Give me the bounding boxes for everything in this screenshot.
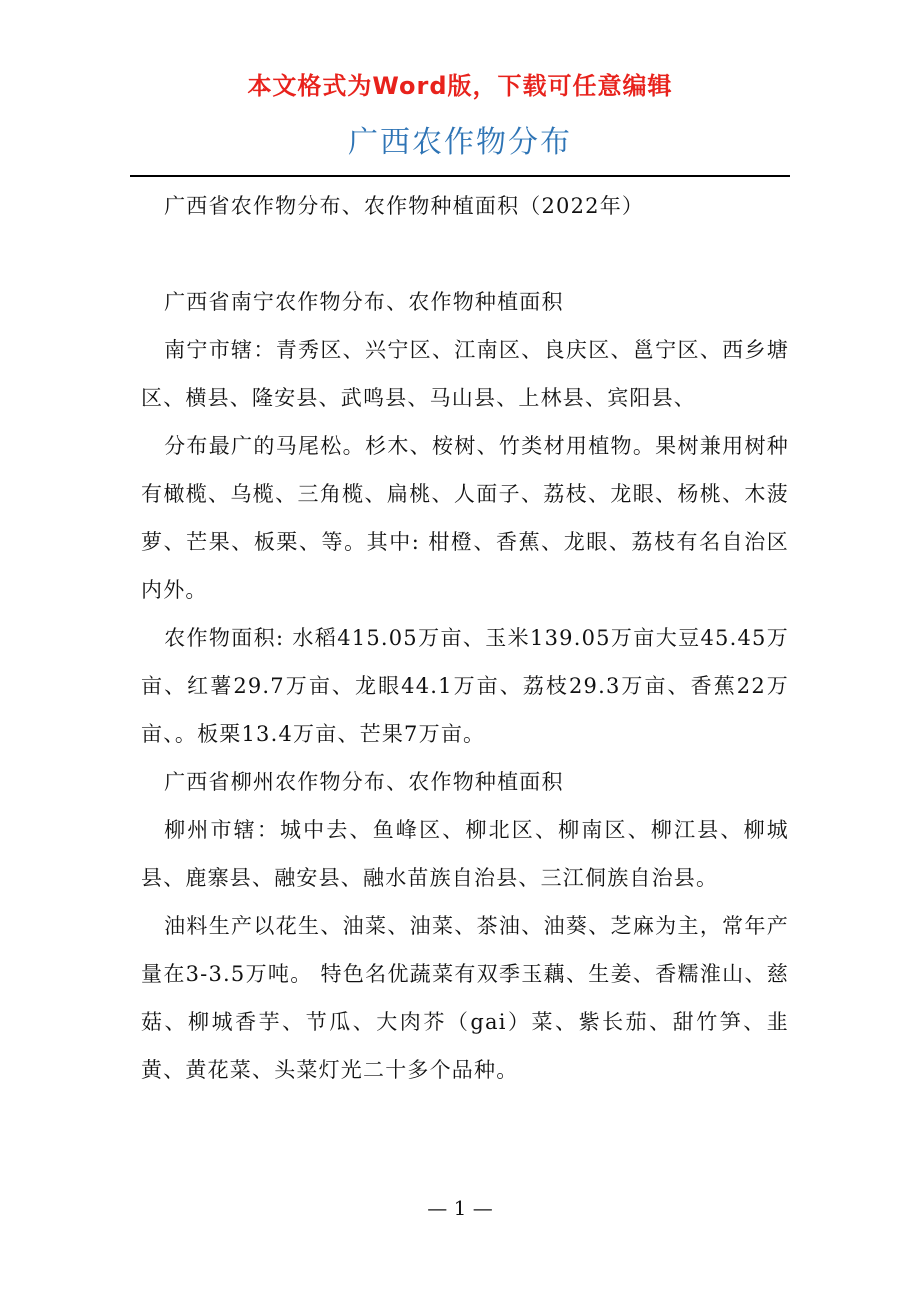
page-number: — 1 — bbox=[427, 1196, 493, 1220]
paragraph-nanning-districts: 南宁市辖：青秀区、兴宁区、江南区、良庆区、邕宁区、西乡塘区、横县、隆安县、武鸣县、马山县、上林县、宾阳县、 bbox=[141, 338, 789, 410]
section-heading-nanning: 广西省南宁农作物分布、农作物种植面积 bbox=[164, 290, 564, 314]
paragraph-intro: 广西省农作物分布、农作物种植面积（2022年） bbox=[164, 194, 645, 218]
title-divider bbox=[130, 175, 790, 177]
paragraph-liuzhou-crops: 油料生产以花生、油菜、油菜、茶油、油葵、芝麻为主，常年产量在3-3.5万吨。 特色名优蔬菜有双季玉藕、生姜、香糯淮山、慈菇、柳城香芋、节瓜、大肉芥（gai）菜、紫长茄、甜竹笋、韭黄、黄花菜、头菜灯光二十多个品种。 bbox=[141, 914, 789, 1082]
format-notice: 本文格式为Word版，下载可任意编辑 bbox=[247, 72, 673, 100]
document-title: 广西农作物分布 bbox=[348, 125, 572, 160]
paragraph-liuzhou-districts: 柳州市辖：城中去、鱼峰区、柳北区、柳南区、柳江县、柳城县、鹿寨县、融安县、融水苗族自治县、三江侗族自治县。 bbox=[141, 818, 789, 890]
paragraph-nanning-area: 农作物面积: 水稻415.05万亩、玉米139.05万亩大豆45.45万亩、红薯29.7万亩、龙眼44.1万亩、荔枝29.3万亩、香蕉22万亩、。板栗13.4万亩、芒果7万亩。 bbox=[141, 626, 789, 746]
paragraph-nanning-trees: 分布最广的马尾松。杉木、桉树、竹类材用植物。果树兼用树种有橄榄、乌榄、三角榄、扁桃、人面子、荔枝、龙眼、杨桃、木菠萝、芒果、板栗、等。其中: 柑橙、香蕉、龙眼、荔枝有名自治区内外。 bbox=[141, 434, 789, 602]
paragraph-spacer bbox=[141, 230, 789, 278]
document-body bbox=[141, 182, 789, 1094]
section-heading-liuzhou: 广西省柳州农作物分布、农作物种植面积 bbox=[164, 770, 564, 794]
